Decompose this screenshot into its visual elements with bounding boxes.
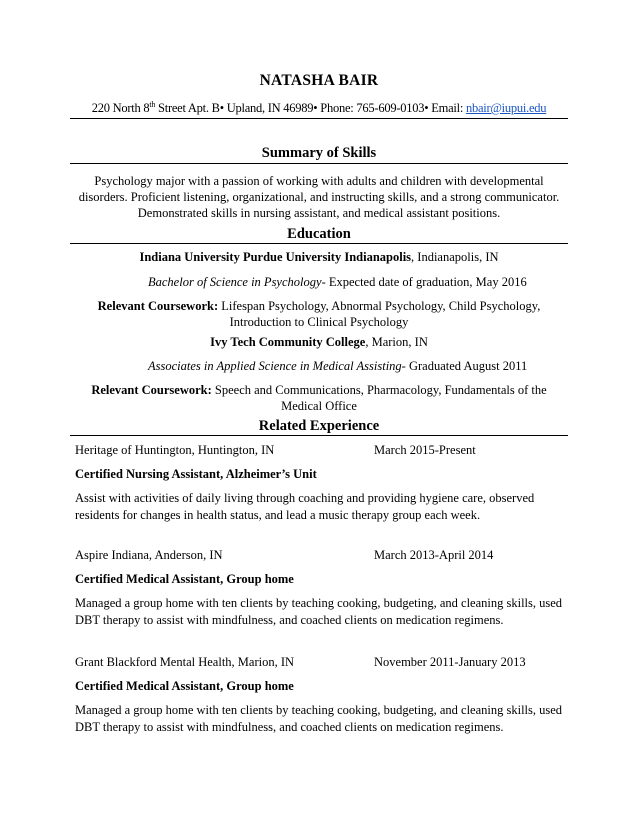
school-line bbox=[70, 334, 568, 350]
header-divider bbox=[70, 118, 568, 119]
job-description-line: DBT therapy to assist with mindfulness, and coached clients on medication regimens. bbox=[75, 720, 504, 734]
coursework-text: Speech and Communications, Pharmacology, Fundamentals of the bbox=[211, 383, 547, 397]
degree-name: Bachelor of Science in Psychology bbox=[148, 275, 322, 289]
job-employer: Heritage of Huntington, Huntington, IN bbox=[75, 443, 275, 457]
job-title: Certified Nursing Assistant, Alzheimer’s Unit bbox=[75, 467, 317, 481]
degree-line bbox=[148, 358, 568, 374]
school-line bbox=[70, 249, 568, 265]
coursework-line: Introduction to Clinical Psychology bbox=[229, 315, 409, 329]
school-name: Indiana University Purdue University Indianapolis bbox=[139, 250, 412, 264]
experience-heading: Related Experience bbox=[258, 418, 380, 434]
job-description-line: residents for changes in health status, and lead a music therapy group each week. bbox=[75, 508, 481, 522]
experience-divider bbox=[70, 435, 568, 436]
address-part2: Street Apt. B• Upland, IN 46989• Phone: 765-609-0103• Email: bbox=[155, 101, 466, 116]
job-title: Certified Medical Assistant, Group home bbox=[75, 679, 294, 693]
degree-detail: - Graduated August 2011 bbox=[401, 359, 528, 373]
school-location: , Indianapolis, IN bbox=[411, 250, 499, 264]
job-header-row bbox=[75, 443, 563, 459]
job-dates: November 2011-January 2013 bbox=[374, 655, 526, 669]
job-dates: March 2013-April 2014 bbox=[374, 548, 494, 562]
degree-name: Associates in Applied Science in Medical Assisting bbox=[148, 359, 402, 373]
job-description bbox=[75, 490, 563, 524]
summary-paragraph bbox=[70, 173, 568, 221]
email-link[interactable]: nbair@iupui.edu bbox=[465, 101, 547, 116]
coursework-line: Medical Office bbox=[281, 399, 357, 413]
job-description-line: Assist with activities of daily living through coaching and providing hygiene care, observed bbox=[75, 491, 535, 505]
job-description-line: Managed a group home with ten clients by teaching cooking, budgeting, and cleaning skills, used bbox=[75, 703, 563, 717]
job-description-line: Managed a group home with ten clients by teaching cooking, budgeting, and cleaning skills, used bbox=[75, 596, 563, 610]
school-location: , Marion, IN bbox=[365, 335, 428, 349]
address-superscript: th bbox=[149, 100, 156, 109]
education-divider bbox=[70, 243, 568, 244]
coursework-block bbox=[70, 382, 568, 414]
coursework-block bbox=[70, 298, 568, 330]
degree-detail: - Expected date of graduation, May 2016 bbox=[321, 275, 527, 289]
summary-line: Psychology major with a passion of working with adults and children with developmental bbox=[94, 174, 544, 188]
coursework-label: Relevant Coursework: bbox=[91, 383, 212, 397]
job-title: Certified Medical Assistant, Group home bbox=[75, 572, 294, 586]
coursework-label: Relevant Coursework: bbox=[97, 299, 219, 313]
degree-line bbox=[148, 274, 568, 290]
school-name: Ivy Tech Community College bbox=[210, 335, 366, 349]
coursework-text: Lifespan Psychology, Abnormal Psychology, Child Psychology, bbox=[218, 299, 541, 313]
job-description bbox=[75, 702, 563, 736]
coursework-line bbox=[70, 382, 568, 398]
job-description-line: DBT therapy to assist with mindfulness, and coached clients on medication regimens. bbox=[75, 613, 504, 627]
summary-line: disorders. Proficient listening, organizational, and instructing skills, and a strong communicator. bbox=[78, 190, 560, 204]
education-heading: Education bbox=[287, 226, 351, 242]
address-part1: 220 North 8 bbox=[91, 101, 150, 116]
job-description bbox=[75, 595, 563, 629]
summary-divider bbox=[70, 163, 568, 164]
summary-heading: Summary of Skills bbox=[261, 145, 377, 161]
job-employer: Aspire Indiana, Anderson, IN bbox=[75, 548, 223, 562]
summary-line: Demonstrated skills in nursing assistant, and medical assistant positions. bbox=[137, 206, 501, 220]
job-header-row bbox=[75, 655, 563, 671]
contact-line bbox=[70, 100, 568, 116]
coursework-line bbox=[70, 298, 568, 314]
applicant-name: NATASHA BAIR bbox=[259, 72, 379, 89]
job-header-row bbox=[75, 548, 563, 564]
job-employer: Grant Blackford Mental Health, Marion, IN bbox=[75, 655, 295, 669]
job-dates: March 2015-Present bbox=[374, 443, 476, 457]
